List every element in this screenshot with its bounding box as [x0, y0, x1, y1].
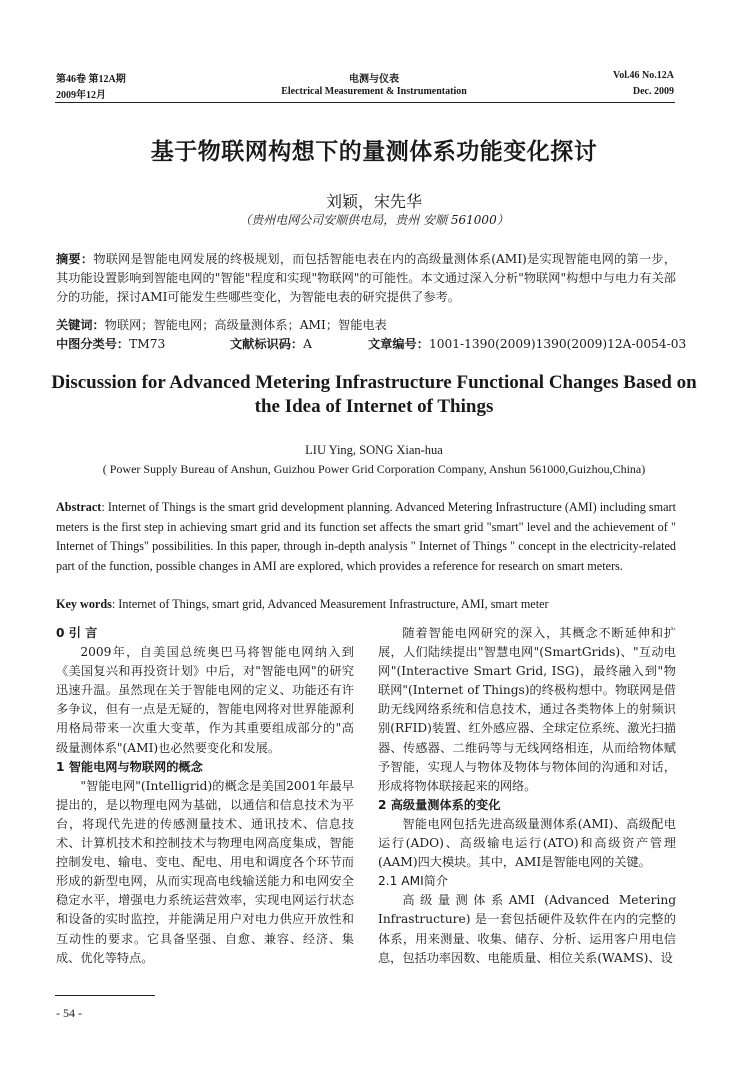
- article-number: [368, 335, 686, 354]
- section-2-1-paragraph: 高级量测体系AMI (Advanced Metering Infrastructure) 是一套包括硬件及软件在内的完整的体系，用来测量、收集、储存、分析、运用客户用电信息，包括功率因数、电能质量、相位关系(WAMS)、设: [378, 893, 676, 965]
- section-2-paragraph: 智能电网包括先进高级量测体系(AMI)、高级配电运行(ADO)、高级输电运行(ATO)和高级资产管理(AAM)四大模块。其中，AMI是智能电网的关键。: [378, 816, 676, 870]
- left-column: [56, 624, 354, 968]
- clc-value: TM73: [129, 337, 166, 351]
- authors-en: LIU Ying, SONG Xian-hua: [305, 443, 443, 457]
- header-journal-cn: 电测与仪表: [349, 74, 399, 85]
- abstract-cn: [56, 250, 676, 307]
- affiliation-en: ( Power Supply Bureau of Anshun, Guizhou Power Grid Corporation Company, Anshun 561000,Guizhou,China): [102, 462, 646, 476]
- title-en-line2: the Idea of Internet of Things: [254, 396, 494, 417]
- section-2-1-heading: 2.1 AMI简介: [378, 874, 449, 889]
- section-1-paragraph: "智能电网"(Intelligrid)的概念是美国2001年最早提出的，是以物理电网为基础，以通信和信息技术为平台，将现代先进的传感测量技术、通讯技术、信息技术、计算机技术和控制技术与物理电网高度集成，智能控制发电、输电、变电、配电、用电和调度各个环节而形成的新型电网，从而实现高电线输送能力和电网安全稳定水平，增强电力系统运营效率，实现电网运行状态和设备的实时监控，并能满足用户对电力供应开放性和互动性的要求。它具备坚强、自愈、兼容、经济、集成、优化等特点。: [56, 778, 354, 965]
- keywords-cn: [56, 316, 676, 335]
- abstract-en-text: : Internet of Things is the smart grid development planning. Advanced Metering Infrastructure (AMI) including smart meters is the first step in achieving smart grid and its function set affects the smart grid "smart" level and the achievement of " Internet of Things" possibilities. In this paper, through in-depth analysis " Internet of Things " concept in the electricity-related part of the function, possible changes in AMI are explored, which provides a reference for research on smart meters.: [56, 500, 676, 573]
- right-column: [378, 624, 676, 968]
- title-en: [0, 371, 748, 419]
- abstract-en: [56, 498, 676, 576]
- header-journal-en: Electrical Measurement & Instrumentation: [281, 86, 467, 97]
- section-0-paragraph: 2009年，自美国总统奥巴马将智能电网纳入到《美国复兴和再投资计划》中后，对"智能电网"的研究迅速升温。虽然现在关于智能电网的定义、功能还有许多争议，但有一点是无疑的，智能电网将对世界能源利用格局带来一次重大变革，作为其重要组成部分的"高级量测体系"(AMI)也必然要变化和发展。: [56, 645, 354, 755]
- clc-label: 中图分类号：: [56, 337, 130, 351]
- article-value: 1001-1390(2009)1390(2009)12A-0054-03: [428, 337, 687, 351]
- clc-number: [56, 335, 165, 354]
- keywords-en-label: Key words: [56, 597, 112, 611]
- title-cn: 基于物联网构想下的量测体系功能变化探讨: [150, 139, 598, 165]
- article-label: 文章编号：: [368, 337, 429, 351]
- header-volume-en: Vol.46 No.12A: [612, 70, 674, 81]
- right-paragraph-1: 随着智能电网研究的深入，其概念不断延伸和扩展，人们陆续提出"智慧电网"(SmartGrids)、"互动电网"(Interactive Smart Grid, ISG)，最终融入到"物联网"(Internet of Things)的终极构想中。物联网是借助无线网络系统和信息技术，通过各类物体上的射频识别(RFID)装置、红外感应器、全球定位系统、激光扫描器、传感器、二维码等与无线网络相连，从而给物体赋予智能，实现人与物体及物体与物体间的沟通和对话，形成将物体联接起来的网络。: [378, 626, 676, 793]
- header-rule: [55, 102, 675, 103]
- keywords-cn-label: 关键词：: [56, 318, 105, 332]
- keywords-en: [56, 597, 676, 612]
- header-date-cn: 2009年12月: [56, 90, 106, 101]
- doc-code: [230, 335, 312, 354]
- title-en-line1: Discussion for Advanced Metering Infrastructure Functional Changes Based on: [51, 372, 697, 393]
- doc-label: 文献标识码：: [230, 337, 304, 351]
- abstract-cn-label: 摘要：: [56, 252, 94, 266]
- doc-value: A: [303, 337, 312, 351]
- section-0-heading: 0 引 言: [56, 626, 98, 640]
- header-volume: 第46卷 第12A期: [56, 74, 126, 85]
- authors-cn: 刘颖，宋先华: [325, 192, 422, 211]
- affiliation-cn: （贵州电网公司安顺供电局，贵州 安顺 561000）: [239, 213, 509, 227]
- page-number: - 54 -: [56, 1006, 82, 1020]
- keywords-en-text: : Internet of Things, smart grid, Advanced Measurement Infrastructure, AMI, smart meter: [111, 597, 549, 611]
- footer-rule: [55, 995, 155, 996]
- abstract-cn-text: 物联网是智能电网发展的终极规划，而包括智能电表在内的高级量测体系(AMI)是实现智能电网的第一步，其功能设置影响到智能电网的"智能"程度和实现"物联网"的可能性。本文通过深入分析"物联网"构想中与电力有关部分的功能，探讨AMI可能发生些哪些变化，为智能电表的研究提供了参考。: [56, 252, 677, 304]
- abstract-en-label: Abstract: [56, 500, 102, 514]
- section-1-heading: 1 智能电网与物联网的概念: [56, 759, 203, 774]
- header-date-en: Dec. 2009: [632, 86, 674, 97]
- section-2-heading: 2 高级量测体系的变化: [378, 797, 501, 812]
- keywords-cn-text: 物联网；智能电网；高级量测体系；AMI；智能电表: [104, 318, 387, 332]
